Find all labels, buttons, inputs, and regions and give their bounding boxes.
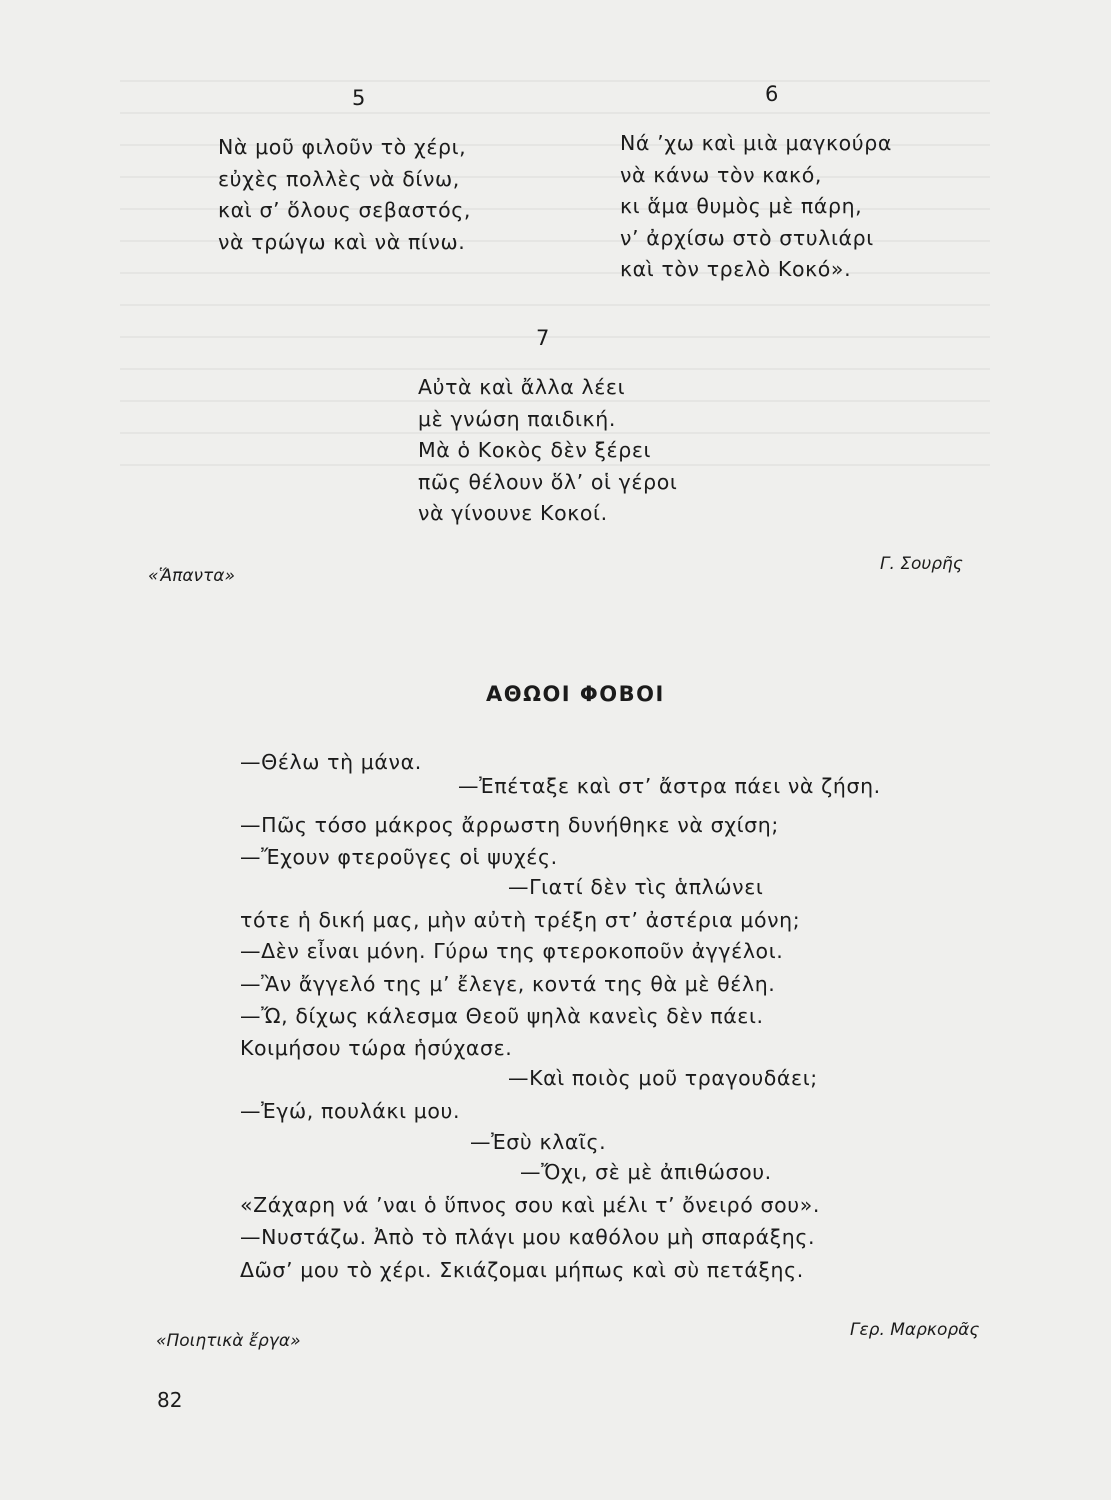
verse-line: Μὰ ὁ Κοκὸς δὲν ξέρει (418, 438, 652, 462)
verse-line: νὰ τρώγω καὶ νὰ πίνω. (218, 229, 466, 254)
verse-line: —Ἔχουν φτεροῦγες οἱ ψυχές. (240, 845, 558, 869)
verse-line: —Ὤ, δίχως κάλεσμα Θεοῦ ψηλὰ κανεὶς δὲν πάει. (240, 1004, 764, 1028)
verse-line: Κοιμήσου τώρα ἡσύχασε. (240, 1036, 513, 1060)
verse-line: —Θέλω τὴ μάνα. (240, 750, 422, 774)
verse-line: Νὰ μοῦ φιλοῦν τὸ χέρι, (218, 135, 467, 159)
verse-line: —Ἂν ἄγγελό της μ’ ἔλεγε, κοντά της θὰ μὲ θέλη. (240, 972, 776, 996)
page-number: 82 (157, 1388, 183, 1412)
verse-line: —Νυστάζω. Ἀπὸ τὸ πλάγι μου καθόλου μὴ σπαράξης. (240, 1225, 816, 1249)
verse-line: —Καὶ ποιὸς μοῦ τραγουδάει; (508, 1066, 818, 1090)
verse-line: ν’ ἀρχίσω στὸ στυλιάρι (620, 225, 874, 250)
stanza-7 (418, 372, 677, 530)
verse-line: «Ζάχαρη νά ’ναι ὁ ὕπνος σου καὶ μέλι τ’ ὄνειρό σου». (240, 1193, 820, 1217)
stanza-5-number: 5 (352, 86, 366, 110)
verse-line: κι ἅμα θυμὸς μὲ πάρη, (620, 194, 863, 218)
verse-line: εὐχὲς πολλὲς νὰ δίνω, (218, 166, 460, 191)
poem2-author: Γερ. Μαρκορᾶς (850, 1320, 980, 1340)
poem-title: ΑΘΩΟΙ ΦΟΒΟΙ (486, 682, 665, 706)
stanza-5 (218, 132, 471, 258)
verse-line: —Ὄχι, σὲ μὲ ἀπιθώσου. (520, 1160, 772, 1184)
stanza-6-number: 6 (765, 82, 779, 106)
verse-line: Αὐτὰ καὶ ἄλλα λέει (418, 375, 626, 399)
verse-line: νὰ κάνω τὸν κακό, (620, 162, 822, 187)
verse-line: τότε ἡ δική μας, μὴν αὐτὴ τρέξη στ’ ἀστέρια μόνη; (240, 908, 801, 932)
verse-line: Νά ’χω καὶ μιὰ μαγκούρα (620, 131, 892, 155)
verse-line: —Ἐσὺ κλαῖς. (470, 1130, 607, 1154)
poem1-author: Γ. Σουρῆς (880, 554, 963, 574)
verse-line: —Πῶς τόσο μάκρος ἄρρωστη δυνήθηκε νὰ σχίση; (240, 813, 779, 837)
verse-line: μὲ γνώση παιδική. (418, 406, 616, 431)
verse-line: —Ἐπέταξε καὶ στ’ ἄστρα πάει νὰ ζήση. (458, 774, 881, 798)
stanza-7-number: 7 (536, 326, 550, 350)
poem1-source: «Ἅπαντα» (148, 566, 235, 586)
verse-line: πῶς θέλουν ὅλ’ οἱ γέροι (418, 469, 678, 494)
poem2-source: «Ποιητικὰ ἔργα» (156, 1331, 301, 1351)
verse-line: —Γιατί δὲν τὶς ἁπλώνει (508, 875, 764, 899)
verse-line: καὶ σ’ ὅλους σεβαστός, (218, 198, 471, 222)
verse-line: —Δὲν εἶναι μόνη. Γύρω της φτεροκοποῦν ἀγγέλοι. (240, 939, 784, 963)
verse-line: καὶ τὸν τρελὸ Κοκό». (620, 257, 852, 281)
verse-line: —Ἐγώ, πουλάκι μου. (240, 1099, 461, 1123)
verse-line: νὰ γίνουνε Κοκοί. (418, 501, 608, 525)
stanza-6 (620, 128, 892, 286)
verse-line: Δῶσ’ μου τὸ χέρι. Σκιάζομαι μήπως καὶ σὺ πετάξης. (240, 1258, 804, 1282)
